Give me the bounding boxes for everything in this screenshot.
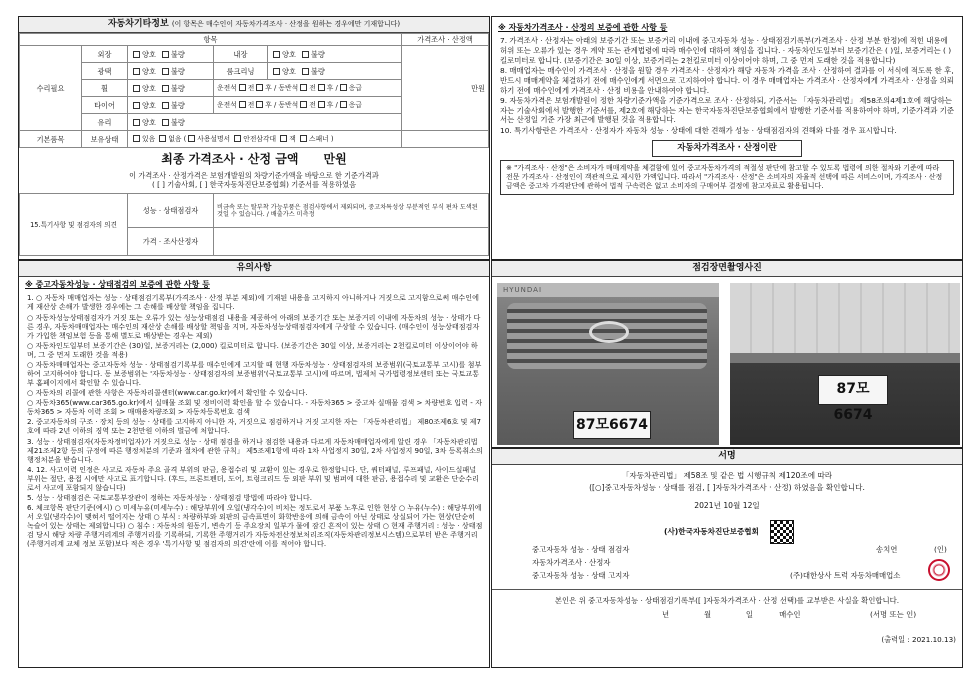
repair-label: 수리필요 (20, 46, 82, 131)
final-price-block (20, 148, 489, 194)
wheel-passenger-front-checkbox[interactable] (300, 84, 307, 91)
col-price: 가격조사 · 산정액 (402, 34, 489, 46)
inspector-name: 송치연 (876, 545, 898, 554)
wheel-bad-checkbox[interactable] (162, 85, 169, 92)
tire-good-checkbox[interactable] (133, 102, 140, 109)
note-item: 2. 중고자동차의 구조 · 장치 등의 성능 · 상태를 고지하지 아니한 자, 거짓으로 점검하거나 거짓 고지한 자는 「자동차관리법」 제80조제6호 및 제7호에 따라 2년 이하의 징역 또는 2천만원 이하의 벌금에 처합니다. (27, 417, 482, 436)
note-item: ○ 자동차의 리콜에 관한 사항은 자동차리콜센터(www.car.go.kr)에서 확인할 수 있습니다. (27, 388, 308, 398)
room-clean-label: 룸크리닝 (214, 63, 268, 80)
photos-header: 점검장면촬영사진 (492, 261, 962, 277)
basic-items-label: 기본품목 (20, 131, 82, 148)
price-inspector-value (214, 228, 489, 256)
hyundai-logo-icon (589, 321, 629, 343)
vehicle-info-table: 항목 가격조사 · 산정액 수리필요 외장 양호 불량 내장 양호 불량 만원 광택 양호 불량 룸크리닝 양호 불량 휠 양호 불량 운전석 전 후 / 동반석 전 후 / 응급 타이어 양호 불량 운전석 전 후 / 동반석 전 후 / 응급 유리 양호 불량 기본품목 보유상태 있음 없음 ( 사용설명서 안전삼각대 잭 스패너 ) 최종 가격조사 · 산정 금액 만원 이 가격조사 · 산정가격은 보험개발원의 차량기준가액을 바탕으로 한 기준가격과 ( [ ] 기술사회, [ ] 한국자동차진단보증협회) 기준서를 적용하였음 15.특기사항 및 점검자의 의견 성능 · 상태점검자 비금속 또는 탈부착 가능부품은 점검사항에서 제외되며, 중고차특성상 부분적인 부식 편차 도색된 것일 수 있습니다. / 배출가스 미측정 가격 · 조사산정자 (19, 33, 489, 256)
signature-panel (491, 448, 963, 668)
wheel-good-checkbox[interactable] (133, 85, 140, 92)
tire-passenger-rear-checkbox[interactable] (318, 101, 325, 108)
hyundai-wordmark: HYUNDAI (503, 286, 543, 294)
buyer-sign-mark: (서명 또는 인) (870, 610, 917, 619)
final-price-line2: ( [ ] 기술사회, [ ] 한국자동차진단보증협회) 기준서를 적용하였음 (151, 180, 357, 190)
exterior-good-checkbox[interactable] (133, 51, 140, 58)
final-price-title: 최종 가격조사 · 산정 금액 (161, 152, 299, 167)
inspection-note: 비금속 또는 탈부착 가능부품은 점검사항에서 제외되며, 중고차특성상 부분적인 부식 편차 도색된 것일 수 있습니다. / 배출가스 미측정 (214, 194, 489, 228)
wheel-driver-rear-checkbox[interactable] (256, 84, 263, 91)
assoc-name: (사)한국자동차진단보증협회 (664, 527, 759, 536)
rear-photo (730, 283, 960, 445)
wheel-label: 휠 (82, 80, 128, 97)
possession-label: 보유상태 (82, 131, 128, 148)
note-item: ○ 자동차인도일부터 보증기간은 (30)일, 보증거리는 (2,000) 킬로미터로 합니다. (보증기간은 30일 이상, 보증거리는 2천킬로미터 이상이어야 하며, 그 중 먼저 도래한 것을 적용) (27, 340, 478, 359)
room-clean-good-checkbox[interactable] (273, 68, 280, 75)
signature-confirm-line: ([○]중고자동차성능 · 상태를 점검, [ ]자동차가격조사 · 산정) 하였음을 확인합니다. (589, 482, 865, 492)
price-definition-title: 자동차가격조사 · 산정이란 (652, 140, 802, 157)
vehicle-info-subtitle: (이 항목은 매수인이 자동차가격조사 · 산정을 원하는 경우에만 기재합니다) (171, 20, 401, 28)
note-item: ○ 자동차성능상태점검자가 거짓 또는 오류가 있는 성능상태점검 내용을 제공하여 아래의 보증기간 또는 보증거리 이내에 자동차의 성능 · 상태가 다른 경우, 자동차매매업자는 매수인의 재산상 손해를 배상할 책임을 지며, 자동차성능상태점검자에게 구상할 수 있습니다. (매수인이 성능상태점검자가 가입한 책임보험 등을 통해 별도로 배상받는 경우는 제외) (27, 312, 481, 340)
guarantee-item: 8. 매매업자는 매수인이 가격조사 · 산정을 원할 경우 가격조사 · 산정자가 해당 자동차 가격을 조사 · 산정하여 결과를 이 서식에 적도록 한 후, 반드시 매매계약을 체결하기 전에 매수인에게 서면으로 고지하여야 합니다. 이 경우 매매업자는 가격조사 · 산정자에게 가격조사 · 산정을 의뢰하기 전에 매수인에게 가격조사 · 산정 비용을 안내하여야 합니다. (500, 66, 954, 95)
dealer-name: (주)대한상사 트럭 자동차매매업소 (790, 571, 901, 580)
spanner-checkbox[interactable] (300, 135, 307, 142)
notes-title: ※ 중고자동차성능 · 상태점검의 보증에 관한 사항 등 (25, 280, 210, 289)
red-stamp-icon (928, 559, 950, 581)
qr-code-icon (770, 520, 794, 544)
basic-none-checkbox[interactable] (159, 135, 166, 142)
front-license-plate: 87모6674 (573, 411, 651, 439)
note-item: 4. 12. 사고이력 인정은 사고로 자동차 주요 골격 부위의 판금, 용접수리 및 교환이 있는 경우로 한정합니다. 단, 쿼터패널, 루프패널, 사이드실패널 부위는 절단, 용접 시에만 사고로 표기합니다. (후드, 프론트펜더, 도어, 트렁크리드 등 외판 부위 및 범퍼에 대한 판금, 용접수리 및 교환은 단순수리로서 사고에 포함되지 않습니다) (27, 464, 479, 492)
gloss-bad-checkbox[interactable] (162, 68, 169, 75)
tire-position-options: 운전석 전 후 / 동반석 전 후 / 응급 (214, 97, 402, 114)
gloss-good-checkbox[interactable] (133, 68, 140, 75)
room-clean-bad-checkbox[interactable] (302, 68, 309, 75)
glass-label: 유리 (82, 114, 128, 131)
final-price-unit: 만원 (323, 152, 347, 167)
manual-checkbox[interactable] (188, 135, 195, 142)
exterior-label: 외장 (82, 46, 128, 63)
tire-driver-rear-checkbox[interactable] (256, 101, 263, 108)
wheel-emergency-checkbox[interactable] (340, 84, 347, 91)
rear-license-plate: 87모6674 (818, 375, 888, 405)
printed-date: (출력일 : 2021.10.13) (881, 635, 956, 644)
exterior-bad-checkbox[interactable] (162, 51, 169, 58)
repair-price-unit: 만원 (402, 46, 489, 131)
signature-date: 2021년 10월 12일 (694, 500, 760, 510)
notes-panel (18, 260, 490, 668)
triangle-checkbox[interactable] (234, 135, 241, 142)
signature-law-line: 「자동차관리법」 제58조 및 같은 법 시행규칙 제120조에 따라 (621, 471, 833, 480)
front-photo (497, 283, 719, 445)
wheel-position-options: 운전석 전 후 / 동반석 전 후 / 응급 (214, 80, 402, 97)
glass-bad-checkbox[interactable] (162, 119, 169, 126)
inspector-seal-mark: (인) (934, 545, 947, 554)
price-definition-text: ※ "가격조사 · 산정"은 소비자가 매매계약을 체결함에 있어 중고자동차가격의 적절성 판단에 참고할 수 있도록 법령에 의한 절차와 기준에 따라 전문 가격조사 · 산정인이 객관적으로 제시한 가액입니다. 따라서 "가격조사 · 산정"은 소비자의 자율적 선택에 따른 서비스이며, 가격조사 · 산정 금액은 중고차 가격판단에 관하여 법적 구속력은 없고 소비자의 구매여부 결정에 참고자료로 활용됩니다. (500, 160, 954, 195)
guarantee-item: 10. 특기사항란은 가격조사 · 산정자가 자동차 성능 · 상태에 대한 견해가 성능 · 상태점검자의 견해와 다를 경우 표시합니다. (500, 126, 897, 136)
price-guarantee-title: ※ 자동차가격조사 · 산정의 보증에 관한 사항 등 (498, 23, 668, 32)
note-item: 6. 체크항목 판단기준(예시) ○ 미세누유(미세누수) : 해당부위에 오일(냉각수)이 비치는 정도로서 부품 노후로 인한 현상 ○ 누유(누수) : 해당부위에서 오일(냉각수)이 맺혀서 떨어지는 상태 ○ 부식 : 차량하부와 외판의 금속표면이 화학반응에 의해 금속이 아닌 상태로 상실되어 가는 현상(단순히 녹슬어 있는 상태는 제외합니다) ○ 침수 : 자동차의 원동기, 변속기 등 주요장치 일부가 물에 잠긴 흔적이 있는 상태 ○ 현재 주행거리 : 성능 · 상태점검 당시 해당 차량 주행거리계의 주행거리를 기록하되, 기록한 주행거리가 자동차전산정보처리조직(자동차관리정보시스템)으로부터 받은 주행거리(주행거리계 교체 정보 포함)보다 적은 경우 '특기사항 및 점검자의 의견'란에 이를 적어야 합니다. (27, 503, 483, 549)
photos-panel (491, 260, 963, 448)
price-guarantee-list (492, 36, 962, 135)
final-price-line1: 이 가격조사 · 산정가격은 보험개발원의 차량기준가액을 바탕으로 한 기준가격과 (129, 170, 379, 180)
tire-bad-checkbox[interactable] (162, 102, 169, 109)
wheel-passenger-rear-checkbox[interactable] (318, 84, 325, 91)
interior-label: 내장 (214, 46, 268, 63)
price-inspector-label: 가격 · 조사산정자 (128, 228, 214, 256)
interior-bad-checkbox[interactable] (302, 51, 309, 58)
tire-label: 타이어 (82, 97, 128, 114)
inspector-label: 중고자동차 성능 · 상태 점검자 (532, 545, 630, 554)
vehicle-info-panel (18, 16, 490, 260)
receipt-date-fields: 년 월 일 매수인 (662, 610, 801, 619)
notes-header: 유의사항 (19, 261, 489, 277)
note-item: 1. ○ 자동차 매매업자는 성능 · 상태점검기록부(가격조사 · 산정 부분 제외)에 기재된 내용을 고지하지 아니하거나 거짓으로 고지함으로써 매수인에게 재산상 손해가 발생한 경우에는 그 손해를 배상할 책임을 집니다. (27, 293, 479, 312)
notes-list (19, 293, 489, 548)
notifier-label: 중고자동차 성능 · 상태 고지자 (532, 571, 630, 580)
special-remarks-label: 15.특기사항 및 점검자의 의견 (20, 194, 128, 256)
note-item: ○ 자동차365(www.car365.go.kr)에서 실매물 조회 및 정비이력 확인을 할 수 있습니다. - 자동차365 > 중고차 실매물 검색 > 차량번호 입력 - 자동차365 > 자동차 이력 조회 > 매매용차량조회 > 자동차등록번호 검색 (27, 398, 482, 417)
tire-emergency-checkbox[interactable] (340, 101, 347, 108)
note-item: 3. 성능 · 상태점검자(자동차정비업자)가 거짓으로 성능 · 상태 점검을 하거나 점검한 내용과 다르게 자동차매매업자에게 알린 경우 「자동차관리법 제21조제2항 등의 규정에 따른 행정처분의 기준과 절차에 관한 규칙」 제5조제1항에 따라 1차 사업정지 30일, 2차 사업정지 90일, 3차 등록취소의 행정처분을 받습니다. (27, 436, 483, 464)
jack-checkbox[interactable] (280, 135, 287, 142)
basic-yes-checkbox[interactable] (133, 135, 140, 142)
signature-header: 서명 (492, 449, 962, 465)
interior-good-checkbox[interactable] (273, 51, 280, 58)
inspection-label: 성능 · 상태점검자 (128, 194, 214, 228)
note-item: ○ 자동차매매업자는 중고자동차 성능 · 상태점검기록부를 매수인에게 고지할 때 현행 자동차성능 · 상태점검자의 보증범위(국토교통부 고시)를 첨부하여 고지하여야 합니다. 동 보증범위는 '자동차성능 · 상태점검자의 보증범위'(국토교통부 고시)에 따르며, 법제처 국가법령정보센터 또는 국토교통부 홈페이지에서 확인할 수 있습니다. (27, 359, 482, 388)
receipt-line: 본인은 위 중고자동차성능 · 상태점검기록부([ ]자동차가격조사 · 산정 선택)를 교부받은 사실을 확인합니다. (554, 596, 900, 605)
note-item: 5. 성능 · 상태점검은 국토교통부장관이 정하는 자동차성능 · 상태점검 방법에 따라야 합니다. (27, 493, 313, 503)
wheel-driver-front-checkbox[interactable] (239, 84, 246, 91)
price-inspector-sign-label: 자동차가격조사 · 산정자 (532, 558, 611, 567)
gloss-label: 광택 (82, 63, 128, 80)
vehicle-info-title: 자동차기타정보 (107, 19, 169, 29)
tire-passenger-front-checkbox[interactable] (300, 101, 307, 108)
price-guarantee-panel (491, 16, 963, 260)
vehicle-info-header (19, 17, 489, 33)
guarantee-item: 7. 가격조사 · 산정자는 아래의 보증기간 또는 보증거리 이내에 중고자동차 성능 · 상태점검기록부(가격조사 · 산정 부분 한정)에 적힌 내용에 허위 또는 오류가 있는 경우 계약 또는 관계법령에 따라 매수인에 대하여 책임을 집니다. · 자동차인도일부터 보증기간은 ( )일, 보증거리는 ( )킬로미터로 합니다. (보증기간은 30일 이상, 보증거리는 2천킬로미터 이상이어야 하며, 그 중 먼저 도래한 것을 적용합니다) (500, 36, 952, 65)
guarantee-item: 9. 자동차가격은 보험개발원이 정한 차량기준가액을 기준가격으로 조사 · 산정하되, 기준서는 「자동차관리법」 제58조의4제1호에 해당하는 자는 기술사회에서 발행한 기준서를, 제2호에 해당하는 자는 한국자동차진단보증협회에서 발행한 기준서를 적용하여야 하며, 기준가격과 기준서는 산정일 기준 가장 최근에 발행된 것을 적용합니다. (500, 96, 955, 125)
col-item: 항목 (20, 34, 402, 46)
glass-good-checkbox[interactable] (133, 119, 140, 126)
tire-driver-front-checkbox[interactable] (239, 101, 246, 108)
